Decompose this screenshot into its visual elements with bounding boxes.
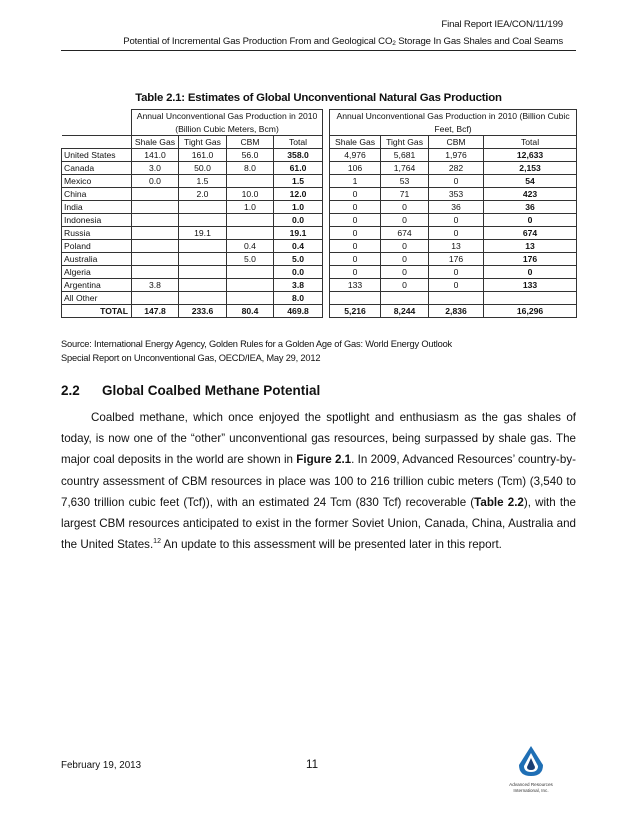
value-cell: 19.1 [179, 227, 227, 240]
value-cell [132, 188, 179, 201]
logo-flame-icon [517, 745, 545, 777]
header-title-part1: Potential of Incremental Gas Production From and Geological CO [123, 36, 393, 47]
value-cell: 0 [381, 279, 429, 292]
column-header: Total [484, 136, 577, 149]
value-cell: 3.8 [274, 279, 323, 292]
value-cell [179, 292, 227, 305]
value-cell: 50.0 [179, 162, 227, 175]
country-cell: Russia [62, 227, 132, 240]
country-cell: India [62, 201, 132, 214]
value-cell: 61.0 [274, 162, 323, 175]
table-row [62, 149, 577, 162]
logo-text-line-1: Advanced Resources [509, 782, 553, 787]
report-title-header [123, 36, 563, 47]
value-cell: 0 [429, 175, 484, 188]
value-cell [381, 292, 429, 305]
value-cell: 0 [381, 253, 429, 266]
table-row [62, 214, 577, 227]
footnote-marker[interactable]: 12 [153, 538, 161, 546]
total-value-cell: 233.6 [179, 305, 227, 318]
value-cell: 4,976 [330, 149, 381, 162]
value-cell: 0 [429, 214, 484, 227]
value-cell: 161.0 [179, 149, 227, 162]
value-cell: 674 [381, 227, 429, 240]
report-id-header: Final Report IEA/CON/11/199 [441, 19, 563, 30]
column-header: Shale Gas [330, 136, 381, 149]
value-cell: 0 [330, 227, 381, 240]
value-cell: 353 [429, 188, 484, 201]
total-value-cell: 80.4 [227, 305, 274, 318]
value-cell [132, 240, 179, 253]
value-cell: 176 [429, 253, 484, 266]
value-cell: 1.5 [274, 175, 323, 188]
country-cell: Mexico [62, 175, 132, 188]
gap-cell [323, 292, 330, 305]
value-cell: 0 [381, 266, 429, 279]
value-cell: 56.0 [227, 149, 274, 162]
body-text-4: An update to this assessment will be presented later in this report. [160, 538, 502, 552]
value-cell [179, 266, 227, 279]
value-cell [227, 214, 274, 227]
value-cell: 133 [330, 279, 381, 292]
value-cell: 3.8 [132, 279, 179, 292]
value-cell: 0 [381, 214, 429, 227]
table-row [62, 266, 577, 279]
total-value-cell: 8,244 [381, 305, 429, 318]
header-rule [61, 50, 576, 51]
gap-cell [323, 227, 330, 240]
table-row [62, 188, 577, 201]
value-cell [227, 279, 274, 292]
country-cell: Australia [62, 253, 132, 266]
value-cell [227, 227, 274, 240]
value-cell: 282 [429, 162, 484, 175]
value-cell: 2,153 [484, 162, 577, 175]
table-row [62, 175, 577, 188]
company-logo [503, 745, 559, 793]
gap-cell [323, 162, 330, 175]
value-cell: 10.0 [227, 188, 274, 201]
table-reference-link[interactable]: Table 2.2 [474, 495, 524, 509]
value-cell: 0 [330, 253, 381, 266]
value-cell [132, 266, 179, 279]
value-cell [179, 279, 227, 292]
table-row [62, 240, 577, 253]
gap-cell [323, 175, 330, 188]
gap-cell [323, 136, 330, 149]
value-cell [132, 227, 179, 240]
table-row [62, 292, 577, 305]
value-cell: 106 [330, 162, 381, 175]
column-header: Tight Gas [179, 136, 227, 149]
value-cell [227, 175, 274, 188]
gap-cell [323, 110, 330, 136]
value-cell: 0 [429, 279, 484, 292]
value-cell: 1,764 [381, 162, 429, 175]
body-paragraph [61, 407, 576, 555]
gap-cell [323, 188, 330, 201]
value-cell: 1 [330, 175, 381, 188]
value-cell: 54 [484, 175, 577, 188]
table-source [61, 337, 452, 365]
body-text-2: . In 2009, Advanced Resources’ country-by-country assessment of CBM resources in place was 100 to 216 trillion cubic meters (Tcm) (3,540 to 7,630 trillion cubic feet (Tcf)), with an estimated 24 Tcm (830 Tcf) recoverable ( [61, 453, 576, 509]
total-label: TOTAL [62, 305, 132, 318]
value-cell: 8.0 [274, 292, 323, 305]
country-cell: United States [62, 149, 132, 162]
value-cell: 12,633 [484, 149, 577, 162]
value-cell [179, 214, 227, 227]
column-header: Total [274, 136, 323, 149]
gap-cell [323, 279, 330, 292]
table-group-header-row [62, 110, 577, 136]
value-cell: 13 [484, 240, 577, 253]
value-cell [330, 292, 381, 305]
corner-cell [62, 136, 132, 149]
total-value-cell: 469.8 [274, 305, 323, 318]
section-heading [61, 383, 320, 398]
gap-cell [323, 214, 330, 227]
table-row [62, 279, 577, 292]
source-line-2: Special Report on Unconventional Gas, OECD/IEA, May 29, 2012 [61, 353, 321, 363]
table-row [62, 227, 577, 240]
value-cell: 5.0 [227, 253, 274, 266]
column-header: CBM [227, 136, 274, 149]
header-subscript: 2 [392, 40, 396, 47]
gap-cell [323, 240, 330, 253]
value-cell: 0.0 [274, 214, 323, 227]
value-cell: 13 [429, 240, 484, 253]
country-cell: Canada [62, 162, 132, 175]
value-cell: 176 [484, 253, 577, 266]
value-cell [179, 201, 227, 214]
bcm-group-header: Annual Unconventional Gas Production in 2010 (Billion Cubic Meters, Bcm) [132, 110, 323, 136]
value-cell: 358.0 [274, 149, 323, 162]
corner-cell [62, 110, 132, 136]
value-cell: 12.0 [274, 188, 323, 201]
value-cell: 2.0 [179, 188, 227, 201]
gap-cell [323, 149, 330, 162]
country-cell: Indonesia [62, 214, 132, 227]
value-cell: 1,976 [429, 149, 484, 162]
country-cell: China [62, 188, 132, 201]
country-cell: Argentina [62, 279, 132, 292]
value-cell: 0 [381, 240, 429, 253]
value-cell [132, 292, 179, 305]
value-cell: 1.5 [179, 175, 227, 188]
column-header: Tight Gas [381, 136, 429, 149]
value-cell: 0 [330, 188, 381, 201]
value-cell: 5.0 [274, 253, 323, 266]
value-cell: 53 [381, 175, 429, 188]
total-row [62, 305, 577, 318]
value-cell: 0 [330, 214, 381, 227]
value-cell: 423 [484, 188, 577, 201]
value-cell [179, 240, 227, 253]
value-cell [484, 292, 577, 305]
value-cell: 0 [330, 240, 381, 253]
table-row [62, 201, 577, 214]
value-cell: 0.4 [227, 240, 274, 253]
value-cell [227, 292, 274, 305]
value-cell: 141.0 [132, 149, 179, 162]
value-cell: 0 [330, 266, 381, 279]
footer-date: February 19, 2013 [61, 760, 142, 771]
value-cell: 0 [484, 214, 577, 227]
value-cell [132, 253, 179, 266]
bcf-group-header: Annual Unconventional Gas Production in 2010 (Billion Cubic Feet, Bcf) [330, 110, 577, 136]
source-line-1: Source: International Energy Agency, Golden Rules for a Golden Age of Gas: World Energy Outlook [61, 339, 452, 349]
body-text-3: ), with the largest CBM resources anticipated to exist in the former Soviet Union, Canada, China, Australia and the United States. [61, 495, 577, 552]
table-title: Table 2.1: Estimates of Global Unconventional Natural Gas Production [135, 92, 502, 104]
figure-reference-link[interactable]: Figure 2.1 [296, 453, 352, 467]
section-title: Global Coalbed Methane Potential [102, 383, 321, 398]
country-cell: All Other [62, 292, 132, 305]
logo-text-line-2: International, Inc. [513, 787, 549, 793]
value-cell [227, 266, 274, 279]
body-text-1: Coalbed methane, which once enjoyed the spotlight and enthusiasm as the gas shales of today, is now one of the “other” unconventional gas resources, being surpassed by shale gas. The major coal deposits in the world are shown in [61, 411, 576, 467]
value-cell [132, 201, 179, 214]
value-cell: 71 [381, 188, 429, 201]
total-value-cell: 2,836 [429, 305, 484, 318]
country-cell: Poland [62, 240, 132, 253]
table-column-header-row [62, 136, 577, 149]
value-cell [179, 253, 227, 266]
gap-cell [323, 253, 330, 266]
value-cell: 0 [484, 266, 577, 279]
country-cell: Algeria [62, 266, 132, 279]
value-cell: 133 [484, 279, 577, 292]
value-cell [132, 214, 179, 227]
table-row [62, 162, 577, 175]
value-cell: 0.0 [274, 266, 323, 279]
section-number: 2.2 [61, 383, 80, 398]
header-title-part2: Storage In Gas Shales and Coal Seams [395, 36, 563, 47]
value-cell: 1.0 [227, 201, 274, 214]
value-cell: 3.0 [132, 162, 179, 175]
total-value-cell: 5,216 [330, 305, 381, 318]
table-row [62, 253, 577, 266]
value-cell: 0 [330, 201, 381, 214]
gap-cell [323, 305, 330, 318]
value-cell: 0.4 [274, 240, 323, 253]
value-cell: 36 [429, 201, 484, 214]
production-table [61, 109, 577, 318]
column-header: Shale Gas [132, 136, 179, 149]
value-cell: 0 [429, 266, 484, 279]
value-cell: 0 [429, 227, 484, 240]
gap-cell [323, 266, 330, 279]
total-value-cell: 16,296 [484, 305, 577, 318]
value-cell: 5,681 [381, 149, 429, 162]
value-cell: 36 [484, 201, 577, 214]
value-cell: 8.0 [227, 162, 274, 175]
value-cell: 0.0 [132, 175, 179, 188]
page-number: 11 [306, 758, 319, 771]
total-value-cell: 147.8 [132, 305, 179, 318]
value-cell: 0 [381, 201, 429, 214]
value-cell: 19.1 [274, 227, 323, 240]
value-cell: 674 [484, 227, 577, 240]
gap-cell [323, 201, 330, 214]
value-cell: 1.0 [274, 201, 323, 214]
value-cell [429, 292, 484, 305]
column-header: CBM [429, 136, 484, 149]
